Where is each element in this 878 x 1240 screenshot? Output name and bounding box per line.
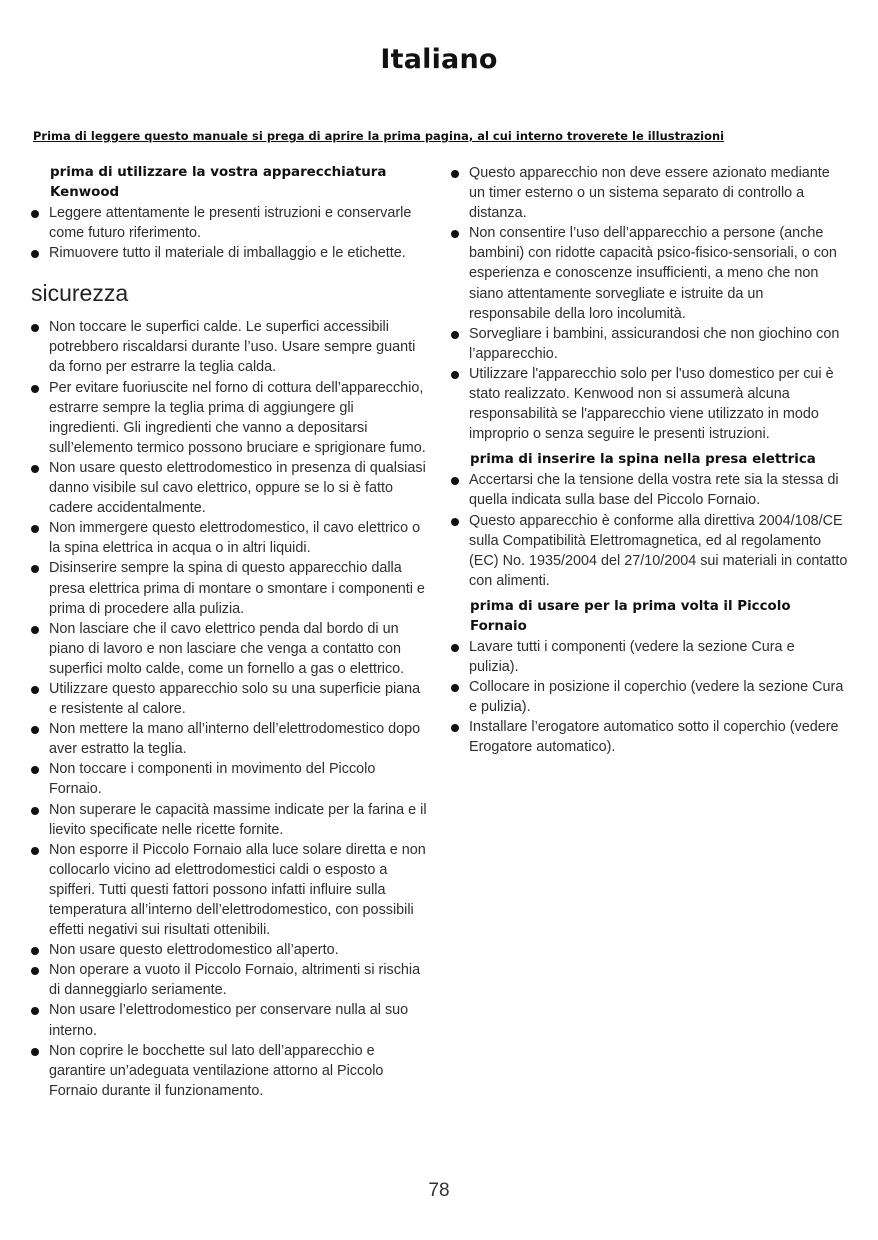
bullet-icon bbox=[31, 766, 39, 774]
list-item-text: Non coprire le bocchette sul lato dell’apparecchio e garantire un’adeguata ventilazione attorno al Piccolo Fornaio durante il funzionamento. bbox=[49, 1042, 384, 1099]
list-item bbox=[450, 717, 848, 757]
bullet-icon bbox=[31, 1007, 39, 1015]
bullet-icon bbox=[31, 565, 39, 573]
bullet-icon bbox=[31, 967, 39, 975]
bullet-icon bbox=[451, 371, 459, 379]
before-plug-list bbox=[450, 470, 848, 591]
list-item-text: Non superare le capacità massime indicate per la farina e il lievito specificate nelle ricette fornite. bbox=[49, 801, 427, 838]
safety-list-continued bbox=[450, 163, 848, 444]
page-number: 78 bbox=[428, 1180, 450, 1201]
list-item bbox=[30, 619, 428, 679]
list-item-text: Non lasciare che il cavo elettrico penda dal bordo di un piano di lavoro e non lasciare che venga a contatto con superfici molto calde, come un fornello a gas o elettrico. bbox=[49, 620, 405, 677]
list-item-text: Rimuovere tutto il materiale di imballaggio e le etichette. bbox=[49, 245, 406, 262]
list-item bbox=[30, 1041, 428, 1101]
list-item-text: Lavare tutti i componenti (vedere la sezione Cura e pulizia). bbox=[469, 638, 795, 675]
list-item bbox=[30, 317, 428, 377]
bullet-icon bbox=[451, 331, 459, 339]
list-item bbox=[30, 940, 428, 960]
safety-heading: sicurezza bbox=[31, 280, 129, 307]
list-item bbox=[30, 518, 428, 558]
list-item-text: Collocare in posizione il coperchio (vedere la sezione Cura e pulizia). bbox=[469, 679, 844, 716]
list-item bbox=[30, 800, 428, 840]
bullet-icon bbox=[31, 210, 39, 218]
list-item bbox=[30, 840, 428, 940]
first-use-list bbox=[450, 637, 848, 758]
before-use-heading: prima di utilizzare la vostra apparecchiatura Kenwood bbox=[50, 165, 387, 200]
bullet-icon bbox=[31, 1048, 39, 1056]
bullet-icon bbox=[451, 724, 459, 732]
list-item bbox=[450, 470, 848, 510]
bullet-icon bbox=[31, 324, 39, 332]
list-item-text: Installare l’erogatore automatico sotto il coperchio (vedere Erogatore automatico). bbox=[469, 719, 839, 756]
first-use-heading: prima di usare per la prima volta il Piccolo Fornaio bbox=[470, 598, 791, 634]
list-item bbox=[450, 511, 848, 591]
left-column bbox=[30, 163, 428, 1101]
bullet-icon bbox=[31, 465, 39, 473]
list-item-text: Non toccare i componenti in movimento del Piccolo Fornaio. bbox=[49, 761, 376, 798]
bullet-icon bbox=[31, 847, 39, 855]
list-item bbox=[30, 458, 428, 518]
list-item bbox=[30, 679, 428, 719]
list-item-text: Questo apparecchio non deve essere azionato mediante un timer esterno o un sistema separato di controllo a distanza. bbox=[469, 165, 830, 222]
bullet-icon bbox=[451, 518, 459, 526]
list-item-text: Non mettere la mano all’interno dell’elettrodomestico dopo aver estratto la teglia. bbox=[49, 721, 421, 758]
list-item-text: Non esporre il Piccolo Fornaio alla luce solare diretta e non collocarlo vicino ad elettrodomestici caldi o esposto a spifferi. Tutti questi fattori possono infatti influire sulla temperatura all’interno dell’elettrodomestico, con possibili effetti negativi sui risultati ottenibili. bbox=[49, 841, 426, 939]
bullet-icon bbox=[451, 644, 459, 652]
list-item-text: Sorvegliare i bambini, assicurandosi che non giochino con l’apparecchio. bbox=[469, 325, 840, 362]
bullet-icon bbox=[451, 230, 459, 238]
list-item-text: Disinserire sempre la spina di questo apparecchio dalla presa elettrica prima di montare o smontare i componenti e prima di procedere alla pulizia. bbox=[49, 560, 425, 617]
list-item-text: Per evitare fuoriuscite nel forno di cottura dell’apparecchio, estrarre sempre la teglia prima di aggiungere gli ingredienti. Gli ingredienti che vanno a depositarsi sull’elemento termico possono bruciare e sprigionare fumo. bbox=[49, 379, 426, 456]
bullet-icon bbox=[31, 726, 39, 734]
list-item bbox=[30, 203, 428, 243]
bullet-icon bbox=[31, 947, 39, 955]
intro-note: Prima di leggere questo manuale si prega di aprire la prima pagina, al cui interno troverete le illustrazioni bbox=[33, 129, 725, 143]
list-item bbox=[450, 677, 848, 717]
list-item bbox=[30, 558, 428, 618]
list-item-text: Accertarsi che la tensione della vostra rete sia la stessa di quella indicata sulla base del Piccolo Fornaio. bbox=[469, 472, 839, 509]
list-item bbox=[450, 324, 848, 364]
list-item bbox=[450, 364, 848, 444]
page-title: Italiano bbox=[380, 44, 498, 75]
list-item-text: Questo apparecchio è conforme alla direttiva 2004/108/CE sulla Compatibilità Elettromagnetica, ed al regolamento (EC) No. 1935/2004 del 27/10/2004 sui materiali in contatto con alimenti. bbox=[469, 512, 848, 589]
list-item bbox=[450, 223, 848, 323]
list-item bbox=[30, 759, 428, 799]
bullet-icon bbox=[451, 477, 459, 485]
list-item-text: Non immergere questo elettrodomestico, il cavo elettrico o la spina elettrica in acqua o in altri liquidi. bbox=[49, 520, 421, 557]
right-column bbox=[450, 163, 848, 757]
list-item-text: Utilizzare questo apparecchio solo su una superficie piana e resistente al calore. bbox=[49, 680, 421, 718]
list-item-text: Non consentire l’uso dell’apparecchio a persone (anche bambini) con ridotte capacità psico-fisico-sensoriali, o con esperienza e conoscenze insufficienti, a meno che non siano attentamente sorvegliate e istruite da un responsabile della loro incolumità. bbox=[469, 225, 837, 322]
list-item-text: Non usare l’elettrodomestico per conservare nulla al suo interno. bbox=[49, 1002, 409, 1039]
list-item bbox=[450, 163, 848, 223]
list-item-text: Non usare questo elettrodomestico all’aperto. bbox=[49, 942, 339, 959]
bullet-icon bbox=[451, 170, 459, 178]
list-item-text: Utilizzare l'apparecchio solo per l'uso domestico per cui è stato realizzato. Kenwood non si assumerà alcuna responsabilità se l'apparecchio viene utilizzato in modo improprio o senza seguire le presenti istruzioni. bbox=[469, 365, 834, 443]
list-item bbox=[30, 1000, 428, 1040]
list-item bbox=[450, 637, 848, 677]
bullet-icon bbox=[451, 684, 459, 692]
list-item bbox=[30, 719, 428, 759]
bullet-icon bbox=[31, 807, 39, 815]
list-item bbox=[30, 960, 428, 1000]
list-item bbox=[30, 243, 428, 263]
bullet-icon bbox=[31, 385, 39, 393]
bullet-icon bbox=[31, 525, 39, 533]
list-item bbox=[30, 378, 428, 458]
before-use-list bbox=[30, 203, 428, 263]
list-item-text: Non operare a vuoto il Piccolo Fornaio, altrimenti si rischia di danneggiarlo seriamente. bbox=[49, 962, 421, 999]
safety-list bbox=[30, 317, 428, 1101]
before-plug-heading: prima di inserire la spina nella presa elettrica bbox=[470, 452, 816, 468]
bullet-icon bbox=[31, 250, 39, 258]
list-item-text: Non usare questo elettrodomestico in presenza di qualsiasi danno visibile sul cavo elettrico, oppure se lo si è fatto cadere accidentalmente. bbox=[49, 459, 426, 517]
list-item-text: Non toccare le superfici calde. Le superfici accessibili potrebbero riscaldarsi durante l’uso. Usare sempre guanti da forno per estrarre la teglia calda. bbox=[49, 319, 416, 376]
bullet-icon bbox=[31, 686, 39, 694]
list-item-text: Leggere attentamente le presenti istruzioni e conservarle come futuro riferimento. bbox=[49, 205, 412, 242]
bullet-icon bbox=[31, 626, 39, 634]
